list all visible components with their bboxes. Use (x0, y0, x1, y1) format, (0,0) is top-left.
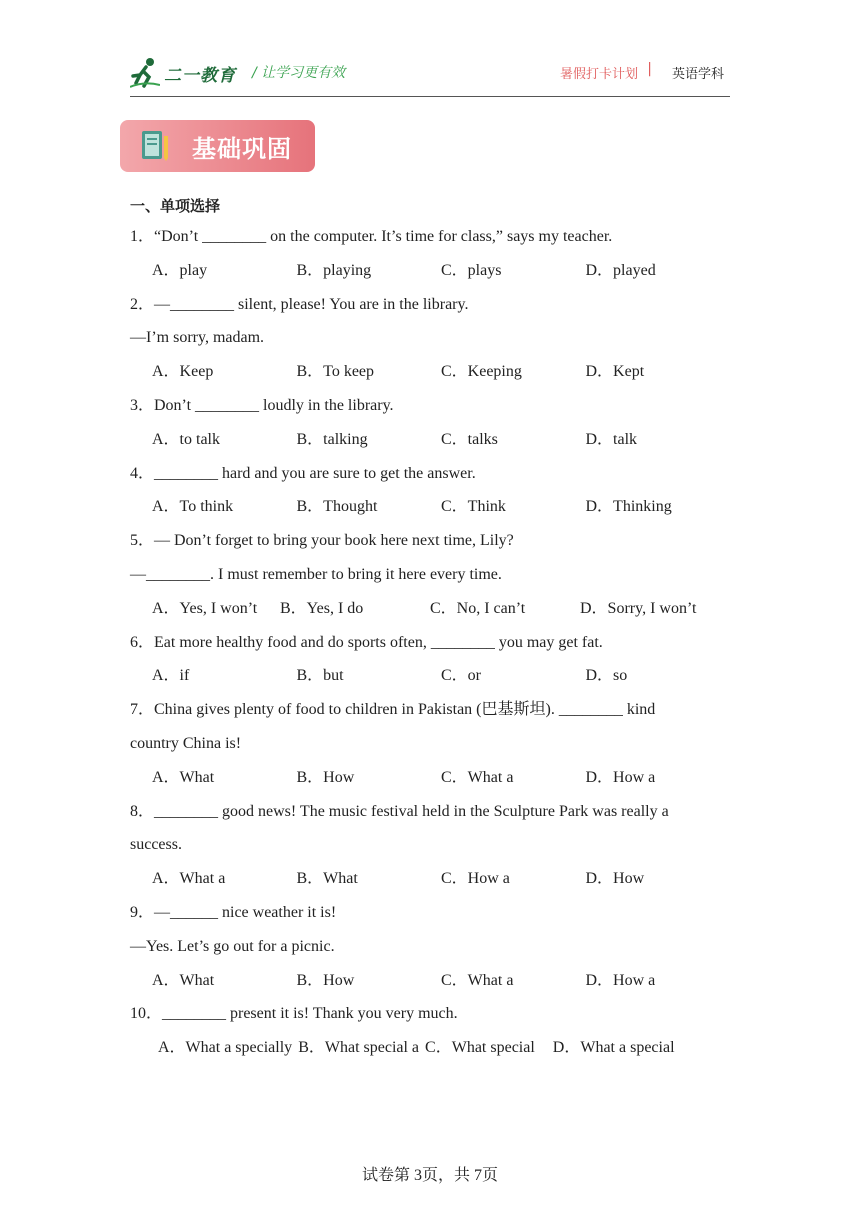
option-d: D．so (585, 667, 628, 685)
option-c: C．What a (441, 971, 514, 989)
options-row (130, 763, 730, 797)
question-stem-line-2: —I’m sorry, madam. (130, 329, 265, 347)
option-b: B．talking (296, 430, 368, 448)
option-d: D．Kept (585, 363, 645, 381)
page-header (130, 56, 730, 96)
question-stem-line-2: success. (130, 836, 182, 854)
option-d: D．Thinking (585, 498, 672, 516)
question-stem: 3．Don’t ________ loudly in the library. (130, 396, 394, 414)
header-separator: | (647, 61, 652, 77)
logo-text: 二一教育 (164, 65, 236, 85)
option-c: C．How a (441, 870, 510, 888)
question-stem-line-2: —________. I must remember to bring it here every time. (130, 565, 502, 583)
question-stem: 6．Eat more healthy food and do sports often, ________ you may get fat. (130, 633, 603, 651)
option-b: B．What special a (298, 1039, 420, 1057)
slogan: / 让学习更有效 (252, 65, 346, 81)
question-7 (130, 695, 730, 796)
option-d: D．played (585, 261, 656, 279)
option-a: A．Keep (152, 363, 214, 381)
option-c: C．What special (425, 1039, 535, 1057)
option-d: D．talk (585, 430, 638, 448)
question-stem: 9．—______ nice weather it is! (130, 903, 337, 921)
options-row (130, 357, 730, 391)
question-3 (130, 391, 730, 459)
question-stem: 5．— Don’t forget to bring your book here next time, Lily? (130, 532, 514, 550)
logo (130, 56, 236, 90)
option-a: A．if (152, 667, 190, 685)
runner-logo-icon (130, 57, 160, 89)
question-6 (130, 628, 730, 696)
section-banner (120, 120, 315, 172)
option-c: C．Think (441, 498, 506, 516)
option-b: B．How (296, 971, 355, 989)
question-10 (130, 999, 730, 1067)
option-a: A．What (152, 768, 215, 786)
option-c: C．No, I can’t (430, 599, 526, 617)
question-stem: 10．________ present it is! Thank you very much. (130, 1005, 458, 1023)
book-icon (138, 128, 174, 164)
option-b: B．Thought (296, 498, 378, 516)
options-row (130, 966, 730, 1000)
options-row (130, 425, 730, 459)
option-a: A．What a specially (158, 1039, 293, 1057)
option-c: C．or (441, 667, 482, 685)
option-b: B．How (296, 768, 355, 786)
option-b: B．playing (296, 261, 372, 279)
question-stem: 1．“Don’t ________ on the computer. It’s time for class,” says my teacher. (130, 228, 613, 245)
option-a: A．play (152, 261, 208, 279)
question-stem: 4．________ hard and you are sure to get the answer. (130, 464, 476, 482)
subject-label: 英语学科 (671, 67, 724, 82)
options-row (130, 1033, 730, 1067)
question-list (130, 194, 730, 1067)
question-stem-line-2: country China is! (130, 734, 242, 752)
option-d: D．What a special (552, 1039, 675, 1057)
options-row (130, 661, 730, 695)
option-a: A．What a (152, 870, 226, 888)
question-8 (130, 797, 730, 898)
option-a: A．To think (152, 498, 234, 516)
option-a: A．What (152, 971, 215, 989)
question-1 (130, 222, 730, 290)
options-row (130, 492, 730, 526)
banner-title: 基础巩固 (192, 134, 292, 163)
option-d: D．How a (585, 971, 656, 989)
option-c: C．What a (441, 768, 514, 786)
options-row (130, 864, 730, 898)
question-stem: 8．________ good news! The music festival held in the Sculpture Park was really a (130, 802, 669, 820)
question-stem: 7．China gives plenty of food to children in Pakistan (巴基斯坦). ________ kind (130, 701, 656, 719)
question-5 (130, 526, 730, 627)
header-divider (130, 96, 730, 97)
plan-label: 暑假打卡计划 (559, 67, 638, 82)
option-b: B．What (296, 870, 358, 888)
option-d: D．Sorry, I won’t (580, 599, 697, 617)
option-a: A．Yes, I won’t (152, 599, 258, 617)
option-c: C．plays (441, 261, 502, 279)
option-b: B．To keep (296, 363, 375, 381)
option-a: A．to talk (152, 430, 220, 448)
question-stem-line-2: —Yes. Let’s go out for a picnic. (130, 937, 335, 955)
option-c: C．Keeping (441, 363, 522, 381)
question-9 (130, 898, 730, 999)
options-row (130, 594, 730, 628)
question-2 (130, 290, 730, 391)
option-c: C．talks (441, 430, 498, 448)
question-stem: 2．—________ silent, please! You are in the library. (130, 295, 469, 313)
option-d: D．How a (585, 768, 656, 786)
question-4 (130, 459, 730, 527)
option-b: B．but (296, 667, 344, 685)
section-title: 一、单项选择 (130, 197, 221, 215)
options-row (130, 256, 730, 290)
option-b: B．Yes, I do (280, 599, 364, 617)
page-number: 试卷第 3页，共 7页 (361, 1167, 498, 1184)
option-d: D．How (585, 870, 645, 888)
